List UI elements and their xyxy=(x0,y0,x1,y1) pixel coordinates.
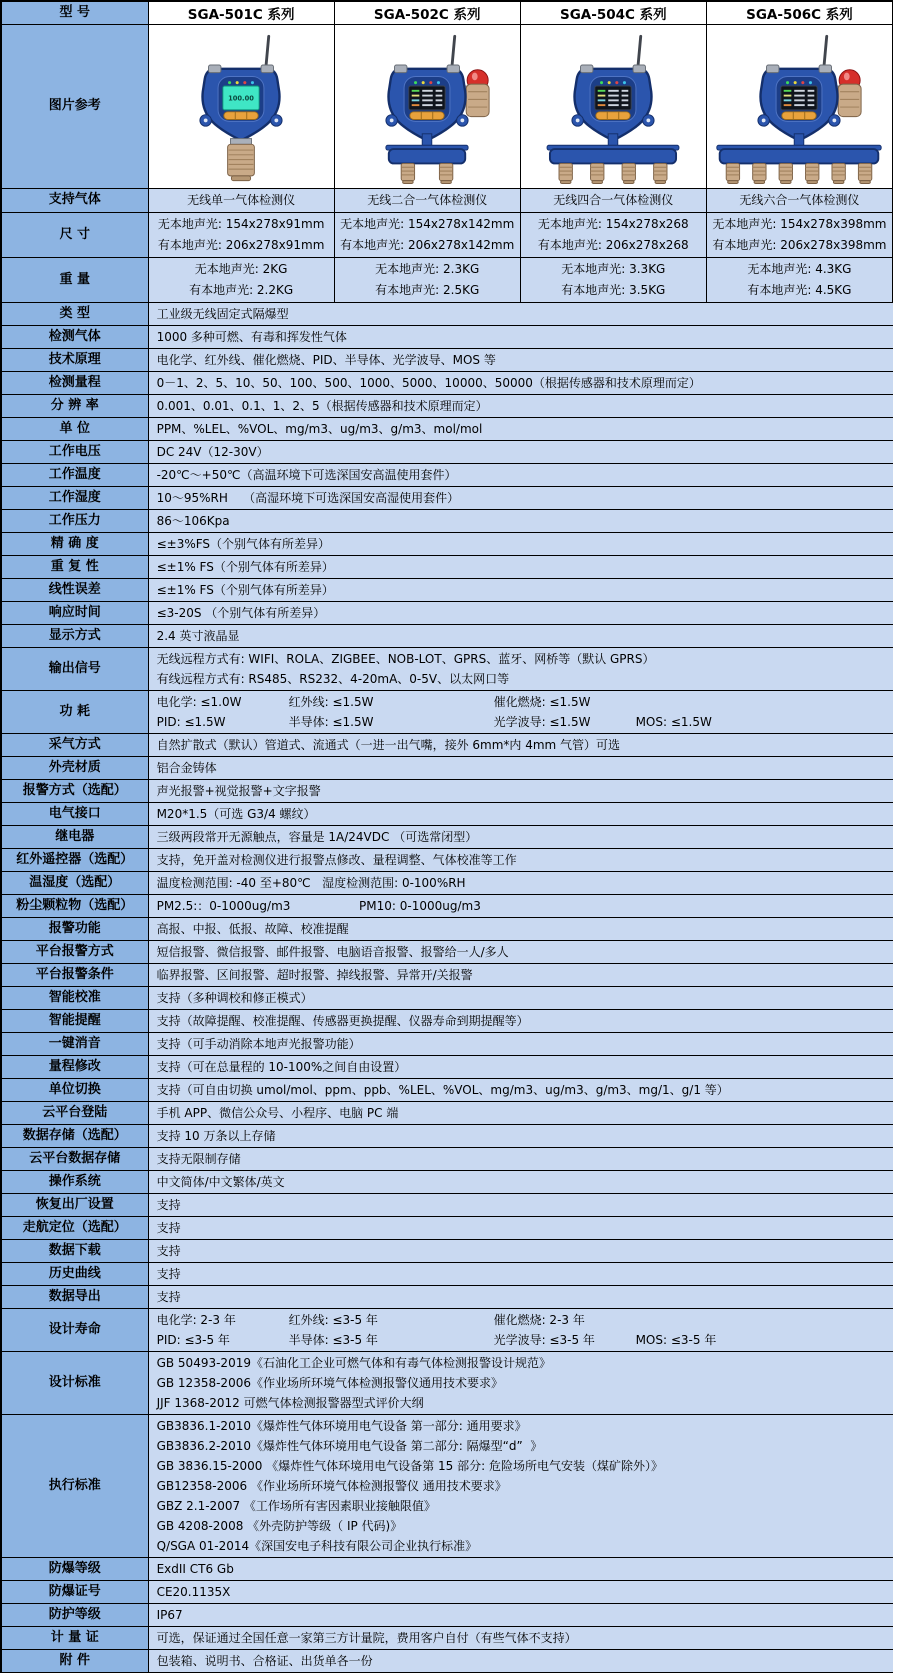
product-image-cell xyxy=(334,25,520,189)
spec-row-label: 量程修改 xyxy=(1,1056,148,1079)
product-image-cell xyxy=(706,25,892,189)
spec-row-label: 执行标准 xyxy=(1,1415,148,1558)
spec-row-label: 工作电压 xyxy=(1,441,148,464)
table-row xyxy=(1,1033,893,1056)
spec-row-value xyxy=(148,964,892,987)
spec-value-line: GB 50493-2019《石油化工企业可燃气体和有毒气体检测报警设计规范》 xyxy=(156,1356,551,1370)
spec-row-value xyxy=(148,510,892,533)
spec-row-label: 重 复 性 xyxy=(1,556,148,579)
spec-value-line: -20℃～+50℃（高温环境下可选深国安高温使用套件） xyxy=(156,468,457,482)
spec-value-line: 自然扩散式（默认）管道式、流通式（一进一出气嘴，接外 6mm*内 4mm 气管）可选 xyxy=(156,738,621,752)
spec-row-label: 单位切换 xyxy=(1,1079,148,1102)
spec-value-segment: MOS: ≤3-5 年 xyxy=(635,1333,717,1347)
gas-detector-1-head-icon xyxy=(155,30,327,186)
model-header-label: 型 号 xyxy=(1,1,148,25)
spec-row-value xyxy=(148,1102,892,1125)
spec-value-line: 工业级无线固定式隔爆型 xyxy=(156,307,289,321)
spec-value-segment: 光学波导: ≤1.5W xyxy=(493,715,591,729)
spec-row-value xyxy=(148,1010,892,1033)
spec-value-line: ≤±3%FS（个别气体有所差异） xyxy=(156,537,331,551)
spec-row-label: 继电器 xyxy=(1,826,148,849)
spec-value-line: ≤±1% FS（个别气体有所差异） xyxy=(156,560,334,574)
spec-row-value xyxy=(148,464,892,487)
spec-row-value xyxy=(148,872,892,895)
spec-row-label: 外壳材质 xyxy=(1,757,148,780)
spec-row-label: 粉尘颗粒物（选配） xyxy=(1,895,148,918)
table-row xyxy=(1,1010,893,1033)
table-row xyxy=(1,803,893,826)
spec-value-line: 支持（可在总量程的 10-100%之间自由设置） xyxy=(156,1060,407,1074)
spec-row-value xyxy=(148,303,892,326)
spec-value-line: 有本地声光: 206x278x142mm xyxy=(340,238,515,252)
spec-row-value xyxy=(148,395,892,418)
spec-cell xyxy=(520,258,706,303)
spec-value-line xyxy=(157,1310,887,1330)
spec-value-line: 无本地声光: 154x278x268 xyxy=(537,217,689,231)
spec-value-segment: 半导体: ≤1.5W xyxy=(288,715,374,729)
spec-value-line: 高报、中报、低报、故障、校准提醒 xyxy=(156,922,349,936)
gas-detector-4-head-icon xyxy=(527,30,699,186)
spec-value-line: 支持（故障提醒、校准提醒、传感器更换提醒、仪器寿命到期提醒等） xyxy=(156,1014,529,1028)
spec-row-value xyxy=(148,1079,892,1102)
spec-value-line: 有本地声光: 2.2KG xyxy=(189,283,294,297)
spec-row-label: 温湿度（选配） xyxy=(1,872,148,895)
spec-value-line: 支持 xyxy=(156,1221,181,1235)
table-row xyxy=(1,1309,893,1352)
spec-value-line: GB 3836.15-2000 《爆炸性气体环境用电气设备第 15 部分: 危险场所电气安装（煤矿除外）》 xyxy=(156,1459,663,1473)
spec-value-line: 无本地声光: 3.3KG xyxy=(561,262,666,276)
spec-value-line: ≤3-20S （个别气体有所差异） xyxy=(156,606,326,620)
table-row xyxy=(1,625,893,648)
table-row xyxy=(1,826,893,849)
spec-row-label: 设计标准 xyxy=(1,1352,148,1415)
header-row xyxy=(1,1,893,25)
spec-row-value xyxy=(148,533,892,556)
spec-row-value xyxy=(148,1217,892,1240)
table-row xyxy=(1,1194,893,1217)
spec-row-value xyxy=(148,849,892,872)
spec-row-label: 数据存储（选配） xyxy=(1,1125,148,1148)
spec-row-value xyxy=(148,987,892,1010)
spec-row-value xyxy=(148,1194,892,1217)
spec-value-line: 支持无限制存储 xyxy=(156,1152,241,1166)
spec-value-segment: 半导体: ≤3-5 年 xyxy=(288,1333,378,1347)
table-row xyxy=(1,780,893,803)
spec-row-value xyxy=(148,1033,892,1056)
spec-value-segment: 电化学: 2-3 年 xyxy=(156,1313,236,1327)
spec-value-line: 无本地声光: 154x278x398mm xyxy=(712,217,887,231)
spec-value-segment: 光学波导: ≤3-5 年 xyxy=(493,1333,595,1347)
spec-row-value xyxy=(148,441,892,464)
spec-row-label: 采气方式 xyxy=(1,734,148,757)
table-row xyxy=(1,1286,893,1309)
table-row xyxy=(1,487,893,510)
image-row xyxy=(1,25,893,189)
spec-row-label: 防爆等级 xyxy=(1,1558,148,1581)
model-header-0: SGA-501C 系列 xyxy=(148,1,334,25)
table-row xyxy=(1,1056,893,1079)
spec-row-label: 恢复出厂设置 xyxy=(1,1194,148,1217)
image-row-label: 图片参考 xyxy=(1,25,148,189)
spec-value-line: CE20.1135X xyxy=(156,1585,231,1599)
spec-row-value xyxy=(148,895,892,918)
spec-value-line: JJF 1368-2012 可燃气体检测报警器型式评价大纲 xyxy=(156,1396,424,1410)
spec-row-label: 线性误差 xyxy=(1,579,148,602)
spec-row-label: 技术原理 xyxy=(1,349,148,372)
table-row xyxy=(1,602,893,625)
table-row xyxy=(1,734,893,757)
spec-row-value xyxy=(148,418,892,441)
spec-value-line: 无线六合一气体检测仪 xyxy=(739,193,860,207)
spec-value-line: 1000 多种可燃、有毒和挥发性气体 xyxy=(156,330,347,344)
gas-detector-6-head-beacon-icon xyxy=(713,30,885,186)
spec-value-line: GB 12358-2006《作业场所环境气体检测报警仪通用技术要求》 xyxy=(156,1376,503,1390)
spec-value-line: 无线四合一气体检测仪 xyxy=(553,193,674,207)
spec-value-line xyxy=(157,1330,887,1350)
spec-value-line: 声光报警+视觉报警+文字报警 xyxy=(156,784,321,798)
table-row xyxy=(1,1102,893,1125)
spec-cell xyxy=(148,189,334,213)
spec-value-segment: MOS: ≤1.5W xyxy=(635,715,712,729)
table-row xyxy=(1,579,893,602)
table-row xyxy=(1,441,893,464)
spec-value-line: ≤±1% FS（个别气体有所差异） xyxy=(156,583,334,597)
spec-row-value xyxy=(148,1148,892,1171)
table-row xyxy=(1,303,893,326)
spec-value-line: DC 24V（12-30V） xyxy=(156,445,269,459)
table-row xyxy=(1,1650,893,1673)
spec-row-label: 单 位 xyxy=(1,418,148,441)
spec-value-line: IP67 xyxy=(156,1608,183,1622)
table-row xyxy=(1,1415,893,1558)
spec-row-value xyxy=(148,691,892,734)
spec-row-label: 平台报警条件 xyxy=(1,964,148,987)
spec-value-line: 中文简体/中文繁体/英文 xyxy=(156,1175,285,1189)
spec-cell xyxy=(706,258,892,303)
spec-row-value xyxy=(148,1650,892,1673)
spec-row-value xyxy=(148,734,892,757)
spec-value-line: 有本地声光: 2.5KG xyxy=(375,283,480,297)
spec-row-label: 工作湿度 xyxy=(1,487,148,510)
spec-row-label: 数据导出 xyxy=(1,1286,148,1309)
table-row xyxy=(1,556,893,579)
spec-value-segment: PID: ≤1.5W xyxy=(156,715,226,729)
spec-value-segment: 电化学: ≤1.0W xyxy=(156,695,242,709)
spec-value-line: PPM、%LEL、%VOL、mg/m3、ug/m3、g/m3、mol/mol xyxy=(156,422,483,436)
table-row xyxy=(1,464,893,487)
table-row xyxy=(1,691,893,734)
spec-row-label: 功 耗 xyxy=(1,691,148,734)
table-row xyxy=(1,872,893,895)
spec-row-value xyxy=(148,625,892,648)
spec-value-line: 无线二合一气体检测仪 xyxy=(367,193,488,207)
table-row xyxy=(1,918,893,941)
spec-value-segment: PID: ≤3-5 年 xyxy=(156,1333,230,1347)
spec-row-value xyxy=(148,326,892,349)
table-row xyxy=(1,1558,893,1581)
spec-row-label: 工作温度 xyxy=(1,464,148,487)
spec-row-label: 报警方式（选配） xyxy=(1,780,148,803)
table-row xyxy=(1,987,893,1010)
spec-row-label: 操作系统 xyxy=(1,1171,148,1194)
spec-cell xyxy=(520,213,706,258)
spec-value-line: 有本地声光: 206x278x268 xyxy=(537,238,689,252)
spec-row-label: 一键消音 xyxy=(1,1033,148,1056)
spec-row-label: 报警功能 xyxy=(1,918,148,941)
spec-value-line: 10～95%RH （高湿环境下可选深国安高湿使用套件） xyxy=(156,491,460,505)
spec-value-line: 支持 xyxy=(156,1267,181,1281)
spec-cell xyxy=(334,213,520,258)
spec-value-line: 0－1、2、5、10、50、100、500、1000、5000、10000、50000（根据传感器和技术原理而定） xyxy=(156,376,701,390)
spec-row-label: 数据下载 xyxy=(1,1240,148,1263)
spec-value-line: 无线远程方式有: WIFI、ROLA、ZIGBEE、NOB-LOT、GPRS、蓝牙、网桥等（默认 GPRS） xyxy=(156,652,655,666)
spec-row-label: 精 确 度 xyxy=(1,533,148,556)
spec-row-label: 智能提醒 xyxy=(1,1010,148,1033)
table-row xyxy=(1,648,893,691)
table-row xyxy=(1,1240,893,1263)
table-row xyxy=(1,213,893,258)
spec-row-label: 防爆证号 xyxy=(1,1581,148,1604)
spec-row-value xyxy=(148,803,892,826)
table-row xyxy=(1,757,893,780)
spec-cell xyxy=(520,189,706,213)
spec-row-label: 尺 寸 xyxy=(1,213,148,258)
spec-value-line: 无本地声光: 154x278x91mm xyxy=(157,217,325,231)
spec-value-line: 有线远程方式有: RS485、RS232、4-20mA、0-5V、以太网口等 xyxy=(156,672,510,686)
spec-value-line: 支持 10 万条以上存储 xyxy=(156,1129,276,1143)
table-row xyxy=(1,964,893,987)
spec-value-segment: 催化燃烧: ≤1.5W xyxy=(493,695,591,709)
spec-value-segment: 催化燃烧: 2-3 年 xyxy=(493,1313,585,1327)
spec-value-line: 有本地声光: 206x278x398mm xyxy=(712,238,887,252)
spec-row-label: 分 辨 率 xyxy=(1,395,148,418)
spec-row-value xyxy=(148,757,892,780)
spec-row-label: 平台报警方式 xyxy=(1,941,148,964)
spec-value-line: 支持 xyxy=(156,1290,181,1304)
spec-row-value xyxy=(148,1286,892,1309)
spec-value-line: 短信报警、微信报警、邮件报警、电脑语音报警、报警给一人/多人 xyxy=(156,945,509,959)
table-row xyxy=(1,1352,893,1415)
spec-row-value xyxy=(148,372,892,395)
spec-cell xyxy=(148,213,334,258)
table-row xyxy=(1,941,893,964)
spec-value-line xyxy=(157,692,887,712)
spec-row-value xyxy=(148,556,892,579)
spec-value-line: 三级两段常开无源触点，容量是 1A/24VDC （可选常闭型） xyxy=(156,830,478,844)
spec-value-line: GBZ 2.1-2007 《工作场所有害因素职业接触限值》 xyxy=(156,1499,436,1513)
spec-value-line: ExdII CT6 Gb xyxy=(156,1562,234,1576)
spec-row-label: 支持气体 xyxy=(1,189,148,213)
table-row xyxy=(1,895,893,918)
spec-row-value xyxy=(148,1240,892,1263)
spec-value-line: 无线单一气体检测仪 xyxy=(187,193,296,207)
spec-row-label: 云平台登陆 xyxy=(1,1102,148,1125)
spec-row-value xyxy=(148,1627,892,1650)
spec-value-line: GB3836.2-2010《爆炸性气体环境用电气设备 第二部分: 隔爆型“d” 》 xyxy=(156,1439,543,1453)
spec-row-value xyxy=(148,1125,892,1148)
spec-row-value xyxy=(148,487,892,510)
spec-value-line: 支持，免开盖对检测仪进行报警点修改、量程调整、气体校准等工作 xyxy=(156,853,517,867)
spec-row-label: 类 型 xyxy=(1,303,148,326)
spec-row-value xyxy=(148,579,892,602)
table-row xyxy=(1,1217,893,1240)
spec-row-label: 附 件 xyxy=(1,1650,148,1673)
table-row xyxy=(1,189,893,213)
spec-value-line xyxy=(157,712,887,732)
spec-value-line: GB3836.1-2010《爆炸性气体环境用电气设备 第一部分: 通用要求》 xyxy=(156,1419,527,1433)
spec-row-value xyxy=(148,602,892,625)
spec-row-value xyxy=(148,780,892,803)
model-header-2: SGA-504C 系列 xyxy=(520,1,706,25)
spec-row-label: 工作压力 xyxy=(1,510,148,533)
product-image-cell xyxy=(520,25,706,189)
table-row xyxy=(1,1627,893,1650)
spec-value-line: 有本地声光: 4.5KG xyxy=(747,283,852,297)
table-row xyxy=(1,533,893,556)
spec-row-label: 红外遥控器（选配） xyxy=(1,849,148,872)
spec-value-line: 无本地声光: 4.3KG xyxy=(747,262,852,276)
spec-row-value xyxy=(148,941,892,964)
spec-row-label: 走航定位（选配） xyxy=(1,1217,148,1240)
spec-row-value xyxy=(148,349,892,372)
spec-value-line: 支持 xyxy=(156,1244,181,1258)
model-header-1: SGA-502C 系列 xyxy=(334,1,520,25)
spec-row-label: 历史曲线 xyxy=(1,1263,148,1286)
spec-row-label: 重 量 xyxy=(1,258,148,303)
table-row xyxy=(1,418,893,441)
spec-row-value xyxy=(148,1171,892,1194)
spec-value-line: 无本地声光: 154x278x142mm xyxy=(340,217,515,231)
spec-cell xyxy=(706,189,892,213)
spec-row-label: 防护等级 xyxy=(1,1604,148,1627)
spec-value-line: 无本地声光: 2.3KG xyxy=(375,262,480,276)
spec-row-value xyxy=(148,1263,892,1286)
table-row xyxy=(1,1171,893,1194)
spec-cell xyxy=(148,258,334,303)
spec-value-line: 有本地声光: 3.5KG xyxy=(561,283,666,297)
spec-row-value xyxy=(148,1415,892,1558)
spec-row-value xyxy=(148,1581,892,1604)
spec-row-label: 输出信号 xyxy=(1,648,148,691)
table-row xyxy=(1,1581,893,1604)
spec-row-value xyxy=(148,826,892,849)
spec-value-line: M20*1.5（可选 G3/4 螺纹） xyxy=(156,807,316,821)
spec-row-value xyxy=(148,648,892,691)
spec-row-label: 检测量程 xyxy=(1,372,148,395)
spec-value-line: Q/SGA 01-2014《深国安电子科技有限公司企业执行标准》 xyxy=(156,1539,478,1553)
table-row xyxy=(1,349,893,372)
spec-value-segment: 红外线: ≤1.5W xyxy=(288,695,374,709)
svg-text:100.00: 100.00 xyxy=(228,93,254,102)
spec-value-line: 支持 xyxy=(156,1198,181,1212)
table-row xyxy=(1,1125,893,1148)
spec-value-line: 电化学、红外线、催化燃烧、PID、半导体、光学波导、MOS 等 xyxy=(156,353,496,367)
spec-value-line: 无本地声光: 2KG xyxy=(194,262,288,276)
table-row xyxy=(1,849,893,872)
spec-value-line: 手机 APP、微信公众号、小程序、电脑 PC 端 xyxy=(156,1106,399,1120)
spec-value-line: 温度检测范围: -40 至+80℃ 湿度检测范围: 0-100%RH xyxy=(156,876,466,890)
spec-row-value xyxy=(148,1558,892,1581)
spec-row-value xyxy=(148,1604,892,1627)
table-row xyxy=(1,1148,893,1171)
spec-row-value xyxy=(148,918,892,941)
table-row xyxy=(1,258,893,303)
gas-detector-2-head-beacon-icon xyxy=(341,30,513,186)
spec-value-line: 临界报警、区间报警、超时报警、掉线报警、异常开/关报警 xyxy=(156,968,473,982)
spec-row-label: 智能校准 xyxy=(1,987,148,1010)
spec-cell xyxy=(334,189,520,213)
spec-row-label: 云平台数据存储 xyxy=(1,1148,148,1171)
spec-value-line: 2.4 英寸液晶显 xyxy=(156,629,240,643)
spec-value-line: 支持（可手动消除本地声光报警功能） xyxy=(156,1037,361,1051)
spec-value-line: PM2.5:：0-1000ug/m3 PM10: 0-1000ug/m3 xyxy=(156,899,481,913)
spec-value-line: GB12358-2006 《作业场所环境气体检测报警仪 通用技术要求》 xyxy=(156,1479,507,1493)
spec-row-label: 响应时间 xyxy=(1,602,148,625)
table-row xyxy=(1,372,893,395)
spec-value-line: 有本地声光: 206x278x91mm xyxy=(157,238,325,252)
spec-cell xyxy=(334,258,520,303)
spec-value-line: 铝合金铸体 xyxy=(156,761,217,775)
spec-row-value xyxy=(148,1056,892,1079)
table-row xyxy=(1,326,893,349)
spec-row-label: 设计寿命 xyxy=(1,1309,148,1352)
product-image-cell xyxy=(148,25,334,189)
spec-row-label: 计 量 证 xyxy=(1,1627,148,1650)
spec-cell xyxy=(706,213,892,258)
spec-value-line: 支持（多种调校和修正模式） xyxy=(156,991,313,1005)
table-row xyxy=(1,1604,893,1627)
spec-value-line: GB 4208-2008 《外壳防护等级（ IP 代码)》 xyxy=(156,1519,403,1533)
spec-row-value xyxy=(148,1309,892,1352)
spec-value-line: 可选，保证通过全国任意一家第三方计量院，费用客户自付（有些气体不支持） xyxy=(156,1631,577,1645)
spec-row-label: 电气接口 xyxy=(1,803,148,826)
spec-row-label: 显示方式 xyxy=(1,625,148,648)
spec-value-line: 包装箱、说明书、合格证、出货单各一份 xyxy=(156,1654,373,1668)
table-row xyxy=(1,1079,893,1102)
model-header-3: SGA-506C 系列 xyxy=(706,1,892,25)
spec-row-value xyxy=(148,1352,892,1415)
spec-value-line: 支持（可自由切换 umol/mol、ppm、ppb、%LEL、%VOL、mg/m3、ug/m3、g/m3、mg/1、g/1 等） xyxy=(156,1083,729,1097)
spec-value-line: 86～106Kpa xyxy=(156,514,230,528)
table-row xyxy=(1,510,893,533)
table-row xyxy=(1,395,893,418)
table-row xyxy=(1,1263,893,1286)
spec-table-body xyxy=(1,1,893,1673)
spec-value-segment: 红外线: ≤3-5 年 xyxy=(288,1313,378,1327)
spec-row-label: 检测气体 xyxy=(1,326,148,349)
spec-value-line: 0.001、0.01、0.1、1、2、5（根据传感器和技术原理而定） xyxy=(156,399,488,413)
